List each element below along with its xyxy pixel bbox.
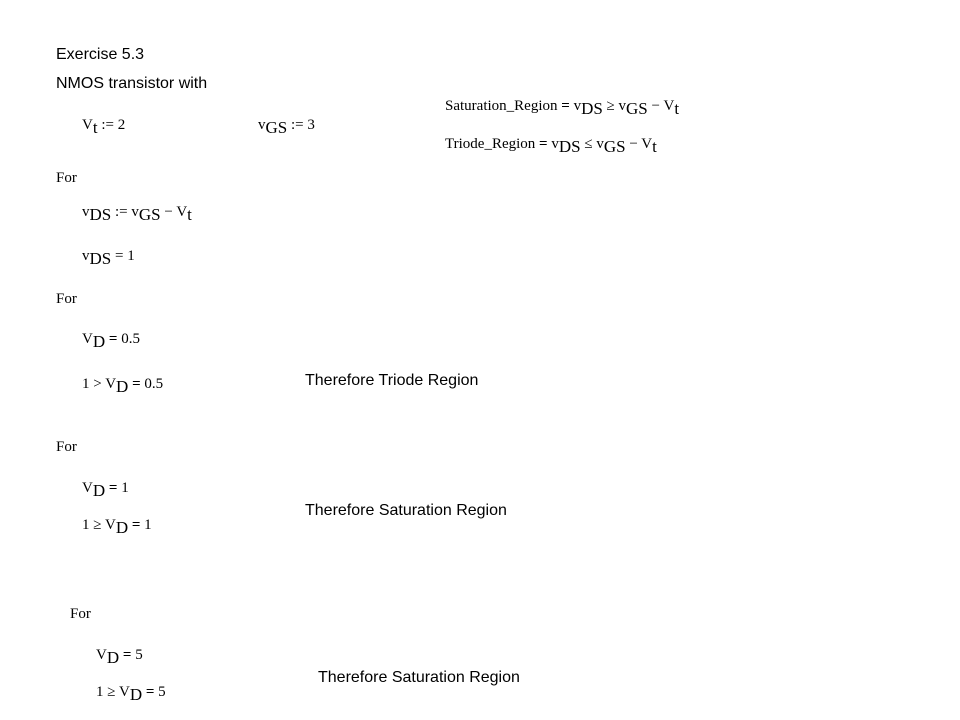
vgs-subscript: GS (626, 99, 648, 118)
vd-number: 0.5 (144, 376, 164, 392)
vd-value-2 (82, 329, 140, 351)
vds-subscript: DS (89, 205, 112, 224)
vds-value: 1 (127, 248, 135, 264)
vds-symbol: v (573, 98, 582, 114)
for-label-4: For (70, 606, 91, 622)
vd-subscript: D (116, 377, 129, 396)
for-label-1: For (56, 170, 77, 186)
comparison-3 (82, 515, 152, 537)
vt-symbol: V (663, 98, 675, 114)
vd-symbol: V (82, 480, 93, 496)
vds-subscript: DS (558, 137, 581, 156)
vt-symbol: V (641, 136, 653, 152)
vgs-value: 3 (307, 117, 315, 133)
assign-operator: := (97, 117, 118, 133)
vds-symbol: v (551, 136, 559, 152)
equals-sign: = (119, 647, 136, 663)
vd-number: 5 (158, 684, 166, 700)
vd-symbol: V (82, 331, 93, 347)
exercise-subtitle: NMOS transistor with (56, 75, 208, 92)
comparison-2 (82, 374, 164, 396)
equals-sign: = (105, 331, 122, 347)
vgs-definition (258, 115, 315, 137)
assign-operator: := (287, 117, 308, 133)
conclusion-2: Therefore Triode Region (305, 372, 479, 389)
le-operator: ≤ (580, 136, 597, 152)
comparison-left: 1 ≥ (96, 684, 119, 700)
triode-region-name: Triode_Region (445, 136, 536, 152)
vd-subscript: D (115, 518, 129, 537)
vds-symbol: v (82, 204, 90, 220)
vt-symbol: V (176, 204, 188, 220)
vd-symbol: V (118, 684, 130, 700)
equals-sign: = (557, 98, 574, 114)
for-label-2: For (56, 291, 77, 307)
vt-value: 2 (117, 117, 126, 133)
vds-subscript: DS (89, 249, 112, 268)
vd-value-4 (96, 645, 143, 667)
equals-sign: = (535, 136, 552, 152)
equals-sign: = (105, 480, 122, 496)
vgs-symbol: v (131, 204, 139, 220)
vt-symbol: V (82, 117, 93, 133)
vd-subscript: D (92, 332, 106, 351)
vgs-symbol: v (596, 136, 604, 152)
vd-number: 1 (144, 517, 152, 533)
equals-sign: = (128, 517, 145, 533)
vd-symbol: V (105, 376, 117, 392)
minus-operator: − (625, 136, 642, 152)
vt-subscript: t (674, 99, 680, 118)
vgs-subscript: GS (265, 118, 288, 137)
conclusion-4: Therefore Saturation Region (318, 669, 520, 686)
vds-definition (82, 202, 192, 224)
vt-subscript: t (187, 205, 192, 224)
vd-subscript: D (129, 685, 143, 704)
saturation-region-name: Saturation_Region (445, 98, 558, 114)
vd-symbol: V (104, 517, 116, 533)
vd-number: 1 (121, 480, 129, 496)
vds-result (82, 246, 135, 268)
vt-subscript: t (92, 118, 98, 137)
exercise-title: Exercise 5.3 (56, 46, 145, 63)
comparison-left: 1 ≥ (82, 517, 105, 533)
triode-condition (445, 134, 657, 156)
vd-symbol: V (96, 647, 107, 663)
vgs-symbol: v (618, 98, 627, 114)
vgs-symbol: v (258, 117, 266, 133)
minus-operator: − (160, 204, 177, 220)
vt-definition (82, 115, 126, 137)
for-label-3: For (56, 439, 77, 455)
vt-subscript: t (652, 137, 657, 156)
assign-operator: := (111, 204, 132, 220)
vd-subscript: D (92, 481, 106, 500)
ge-operator: ≥ (602, 98, 619, 114)
vd-number: 5 (135, 647, 143, 663)
comparison-left: 1 > (82, 376, 106, 392)
conclusion-3: Therefore Saturation Region (305, 502, 507, 519)
equals-sign: = (111, 248, 128, 264)
vd-number: 0.5 (121, 331, 140, 347)
equals-sign: = (142, 684, 159, 700)
minus-operator: − (647, 98, 664, 114)
vgs-subscript: GS (138, 205, 161, 224)
vds-subscript: DS (581, 99, 603, 118)
saturation-condition (445, 96, 680, 118)
vd-subscript: D (106, 648, 120, 667)
vd-value-3 (82, 478, 129, 500)
vgs-subscript: GS (603, 137, 626, 156)
vds-symbol: v (82, 248, 90, 264)
equals-sign: = (128, 376, 145, 392)
comparison-4 (96, 682, 166, 704)
